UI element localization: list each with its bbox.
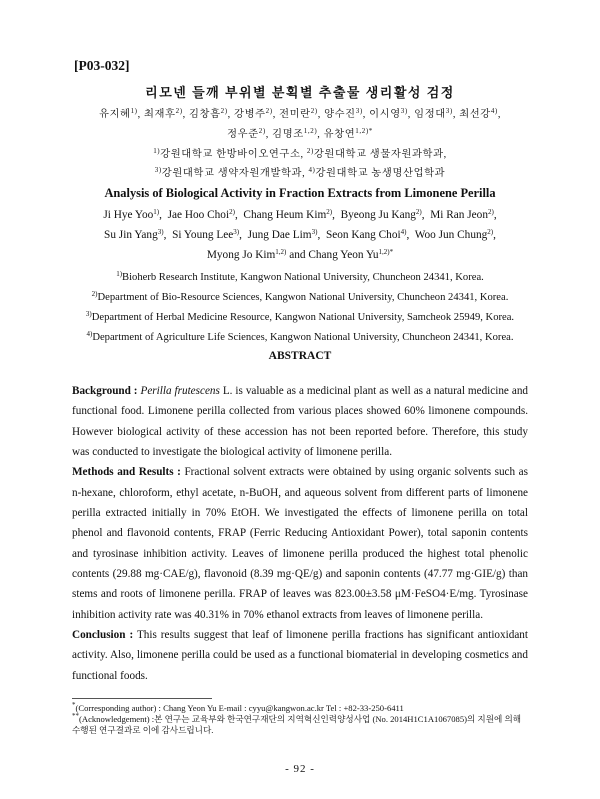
author-kr: 유지혜 [98,109,131,120]
footnote-acknowledgement: **(Acknowledgement) :본 연구는 교육부와 한국연구재단의 지역혁신인력양성사업 (No. 2014H1C1A1067085)의 지원에 의해 수행된 연구결과로 이에 감사드립니다. [72,712,522,735]
authors-korean-line-1: 유지혜$^{1)}$, 최재후$^{2)}$, 김창흠$^{2)}$, 강병주$^{2)}$, 전미란$^{2)}$, 양수진$^{3)}$, 이시영$^{3)}$, 임정대$^{3)}$, 최선강$^{4)}$, [98,107,502,120]
author-en: Mi Ran Jeon [430,209,488,221]
affiliation-kr: 강원대학교 생물자원과학과, [313,149,447,160]
footnote-divider [72,698,212,699]
footnote-corresponding-author: *(Corresponding author) : Chang Yeon Yu E-mail : cyyu@kangwon.ac.kr Tel : +82-33-250-6411 [72,701,404,713]
authors-korean-line-2: 정우준$^{2)}$, 김명조$^{1,2)}$, 유창연$^{1,2)*}$ [227,127,373,140]
author-kr: 유창연 [323,129,356,140]
conclusion-label: Conclusion : [72,629,134,642]
author-en: Si Young Lee [172,229,234,241]
authors-english-line-1: Ji Hye Yoo$^{1)}$, Jae Hoo Choi$^{2)}$, Chang Heum Kim$^{2)}$, Byeong Ju Kang$^{2)}$, Mi Ran Jeon$^{2)}$, [103,208,497,221]
author-kr: 이시영 [369,109,401,120]
author-en: Ji Hye Yoo [103,209,154,221]
species-name: Perilla frutescens [140,385,220,397]
title-korean: 리모넨 들깨 부위별 분획별 추출물 생리활성 검정 [145,85,455,100]
author-kr: 전미란 [279,109,311,120]
author-kr: 정우준 [227,129,259,140]
title-english: Analysis of Biological Activity in Fraction Extracts from Limonene Perilla [104,186,496,200]
authors-english-line-2: Su Jin Yang$^{3)}$, Si Young Lee$^{3)}$, Jung Dae Lim$^{3)}$, Seon Kang Choi$^{4)}$, Woo Jun Chung$^{2)}$, [104,228,496,241]
affiliation-kr: 강원대학교 생약자원개발학과, [161,168,309,179]
authors-english-line-3: Myong Jo Kim$^{1,2)}$ and Chang Yeon $Yu^{1,2)*}$ [206,248,394,261]
author-en: Jung Dae Lim [247,229,312,241]
affiliation-en-3: $^{3)}$Department of Herbal Medicine Resource, Kangwon National University, Samcheok 25949, Korea. [85,310,515,323]
author-kr: 김창흠 [189,109,221,120]
author-en: Chang Heum Kim [243,209,327,221]
abstract-heading: ABSTRACT [268,350,332,362]
author-kr: 임정대 [414,109,446,120]
author-kr: 최선강 [459,109,491,120]
abstract-body [72,381,528,686]
author-en: Chang Yeon Yu [308,249,379,261]
author-en: Su Jin Yang [104,229,158,241]
affiliation-kr: 강원대학교 농생명산업학과 [315,168,446,179]
author-kr: 강병주 [234,109,266,120]
affiliation-en-4: $^{4)}$Department of Agriculture Life Sciences, Kangwon National University, Chuncheon 24341, Korea. [86,330,514,343]
author-en: Woo Jun Chung [414,229,488,241]
background-label: Background : [72,385,138,397]
affiliation-kr: 강원대학교 한방바이오연구소, [160,149,307,160]
author-kr: 최재후 [143,109,176,120]
background-paragraph: Background : Perilla frutescens L. is valuable as a medicinal plant as well as a natural medicine and functional food. Limonene perilla collected from various places showed 60% limonene compounds. However biological activity of these accession has not been reported before. Therefore, this study was conducted to investigate the biological activity of limonene perilla. [72,385,529,459]
affiliations-korean-line-2: $^{3)}$강원대학교 생약자원개발학과, $^{4)}$강원대학교 농생명산업학과 [154,166,446,179]
author-en: Myong Jo Kim [206,249,276,261]
conclusion-paragraph: Conclusion : This results suggest that leaf of limonene perilla fractions has significant antioxidant activity. Also, limonene perilla could be used as a functional biomaterial in developing cosmetics and functional foods. [72,629,528,682]
affiliations-korean-line-1: $^{1)}$강원대학교 한방바이오연구소, $^{2)}$강원대학교 생물자원과학과, [153,147,447,160]
author-en: Jae Hoo Choi [167,209,230,221]
abstract-code: [P03-032] [74,58,130,73]
author-kr: 김명조 [272,129,304,140]
author-en: Seon Kang Choi [325,229,401,241]
methods-paragraph: Methods and Results : Fractional solvent extracts were obtained by using organic solvents such as n-hexane, chloroform, ethyl acetate, n-BuOH, and aqueous solvent from different parts of limonene perilla extracted initially in 70% EtOH. We investigated the effects of limonene perilla on total phenol and flavonoid contents, FRAP (Ferric Reducing Antioxidant Power), total saponin contents and tyrosinase inhibition activity. Leaves of limonene perilla produced the highest total phenolic contents (29.88 mg·CAE/g), flavonoid (8.39 mg·QE/g) and saponin contents (47.77 mg·GIE/g) than stems and roots of limonene perilla. FRAP of leaves was 823.00±3.58 μM·FeSO4·E/mg. Tyrosinase inhibition activity rate was 40.31% in 70% ethanol extracts from leaves of limonene perilla. [72,466,528,621]
author-kr: 양수진 [324,109,356,120]
affiliation-en-1: $^{1)}$Bioherb Research Institute, Kangwon National University, Chuncheon 24341, Korea. [116,270,484,283]
methods-label: Methods and Results : [72,466,181,479]
page-number: - 92 - [285,763,315,775]
affiliation-en-2: $^{2)}$Department of Bio-Resource Sciences, Kangwon National University, Chuncheon 24341, Korea. [91,290,509,303]
author-en: Byeong Ju Kang [340,209,416,221]
